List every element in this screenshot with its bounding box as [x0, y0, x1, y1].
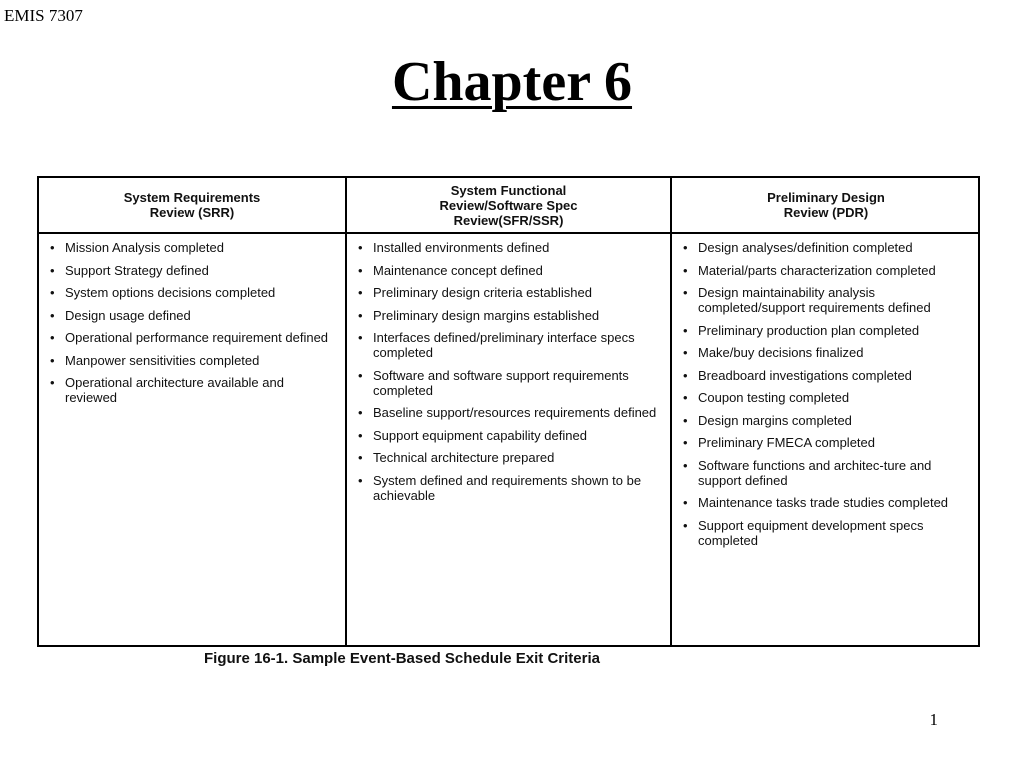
column-heading-pdr [672, 178, 980, 232]
page-number: 1 [929, 710, 938, 729]
criteria-item: • Design usage defined [45, 308, 339, 323]
column-divider [345, 178, 347, 645]
srr-criteria-list [45, 240, 339, 413]
exit-criteria-table [37, 176, 980, 647]
criteria-item: • Interfaces defined/preliminary interface specs completed [353, 330, 665, 360]
figure-caption: Figure 16-1. Sample Event-Based Schedule Exit Criteria [204, 650, 600, 667]
criteria-item: • Software functions and architec-ture and support defined [678, 458, 978, 488]
column-heading-sfr-ssr [347, 178, 670, 232]
criteria-item: • Design margins completed [678, 413, 978, 428]
criteria-item: • Material/parts characterization completed [678, 263, 978, 278]
criteria-item: • Baseline support/resources requirements defined [353, 405, 665, 420]
criteria-item: • Preliminary design margins established [353, 308, 665, 323]
criteria-item: • Make/buy decisions finalized [678, 345, 978, 360]
criteria-item: • Manpower sensitivities completed [45, 353, 339, 368]
criteria-item: • Operational performance requirement defined [45, 330, 339, 345]
criteria-item: • Software and software support requirements completed [353, 368, 665, 398]
column-heading-text: System Functional Review/Software Spec Review(SFR/SSR) [439, 182, 578, 228]
header-divider [39, 232, 978, 234]
criteria-item: • System options decisions completed [45, 285, 339, 300]
pdr-criteria-list [678, 240, 978, 555]
criteria-item: • Maintenance tasks trade studies completed [678, 495, 978, 510]
column-divider [670, 178, 672, 645]
sfr-ssr-criteria-list [353, 240, 665, 510]
criteria-item: • Technical architecture prepared [353, 450, 665, 465]
criteria-item: • Support equipment development specs completed [678, 518, 978, 548]
criteria-item: • System defined and requirements shown to be achievable [353, 473, 665, 503]
criteria-item: • Operational architecture available and reviewed [45, 375, 339, 405]
criteria-item: • Mission Analysis completed [45, 240, 339, 255]
column-heading-srr [39, 178, 345, 232]
header-label: EMIS 7307 [4, 6, 83, 25]
criteria-item: • Preliminary production plan completed [678, 323, 978, 338]
criteria-item: • Preliminary FMECA completed [678, 435, 978, 450]
criteria-item: • Installed environments defined [353, 240, 665, 255]
criteria-item: • Design analyses/definition completed [678, 240, 978, 255]
criteria-item: • Support equipment capability defined [353, 428, 665, 443]
criteria-item: • Preliminary design criteria established [353, 285, 665, 300]
criteria-item: • Support Strategy defined [45, 263, 339, 278]
criteria-item: • Coupon testing completed [678, 390, 978, 405]
column-heading-text: Preliminary Design Review (PDR) [767, 190, 885, 220]
criteria-item: • Design maintainability analysis completed/support requirements defined [678, 285, 978, 315]
column-heading-text: System Requirements Review (SRR) [123, 190, 261, 220]
slide-title: Chapter 6 [391, 51, 633, 113]
criteria-item: • Breadboard investigations completed [678, 368, 978, 383]
criteria-item: • Maintenance concept defined [353, 263, 665, 278]
